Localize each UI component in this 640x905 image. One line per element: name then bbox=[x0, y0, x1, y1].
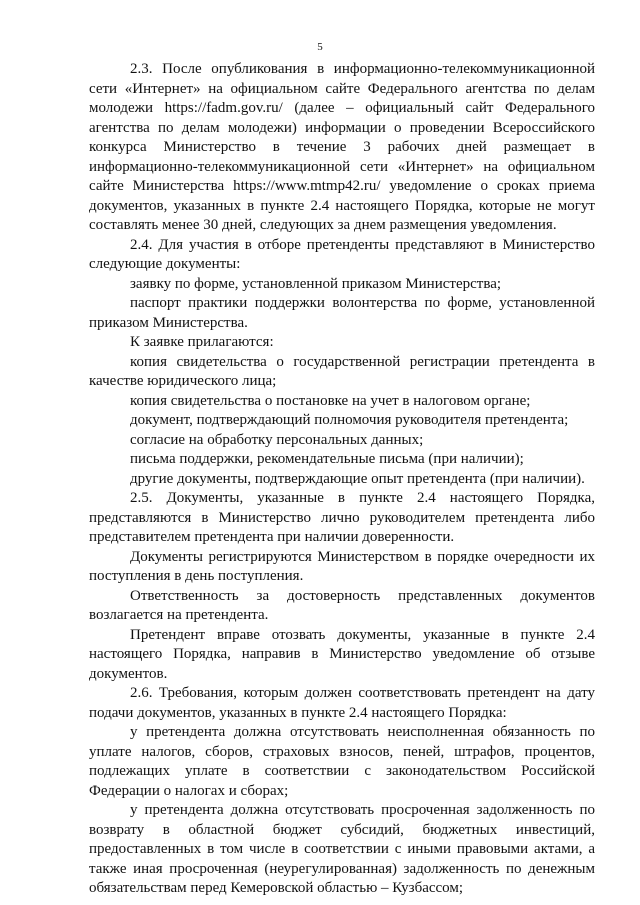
paragraph-2-3: 2.3. После опубликования в информационно-телекоммуникационной сети «Интернет» на официальном сайте Федерального агентства по делам молодежи https://fadm.gov.ru/ (далее – официальный сайт Федерального агентства по делам молодежи) информации о проведении Всероссийского конкурса Министерство в течение 3 рабочих дней размещает в информационно-телекоммуникационной сети «Интернет» на официальном сайте Министерства https://www.mtmp42.ru/ уведомление о сроках приема документов, указанных в пункте 2.4 настоящего Порядка, которые не могут составлять менее 30 дней, следующих за днем размещения уведомления. bbox=[89, 61, 595, 233]
document-body bbox=[89, 60, 595, 899]
requirement-no-overdue-debt: у претендента должна отсутствовать просроченная задолженность по возврату в областной бюджет субсидий, бюджетных инвестиций, предоставленных в том числе в соответствии с иными правовыми актами, а также иная просроченная (неурегулированная) задолженность по денежным обязательствам перед Кемеровской областью – Кузбассом; bbox=[89, 802, 595, 896]
paragraph-2-5: 2.5. Документы, указанные в пункте 2.4 настоящего Порядка, представляются в Министерство лично руководителем претендента либо представителем претендента при наличии доверенности. bbox=[89, 490, 595, 545]
list-item-application: заявку по форме, установленной приказом Министерства; bbox=[130, 275, 502, 292]
paragraph-2-4: 2.4. Для участия в отборе претенденты представляют в Министерство следующие документы: bbox=[89, 236, 595, 272]
requirement-no-tax-debt: у претендента должна отсутствовать неисполненная обязанность по уплате налогов, сборов, страховых взносов, пеней, штрафов, процентов, подлежащих уплате в соответствии с законодательством Российской Федерации о налогах и сборах; bbox=[89, 724, 595, 799]
list-item-practice-passport: паспорт практики поддержки волонтерства по форме, установленной приказом Министерства. bbox=[89, 295, 595, 331]
list-item-registration-certificate: копия свидетельства о государственной регистрации претендента в качестве юридического лица; bbox=[89, 353, 595, 389]
list-item-support-letters: письма поддержки, рекомендательные письма (при наличии); bbox=[130, 451, 524, 467]
page-number: 5 bbox=[317, 41, 323, 53]
attachments-heading: К заявке прилагаются: bbox=[130, 334, 274, 350]
list-item-tax-certificate: копия свидетельства о постановке на учет в налоговом органе; bbox=[130, 392, 531, 409]
list-item-authority-document: документ, подтверждающий полномочия руководителя претендента; bbox=[130, 412, 569, 428]
paragraph-responsibility: Ответственность за достоверность представленных документов возлагается на претендента. bbox=[89, 587, 595, 623]
paragraph-2-6: 2.6. Требования, которым должен соответствовать претендент на дату подачи документов, указанных в пункте 2.4 настоящего Порядка: bbox=[89, 685, 595, 721]
list-item-experience-documents: другие документы, подтверждающие опыт претендента (при наличии). bbox=[130, 470, 585, 487]
list-item-personal-data-consent: согласие на обработку персональных данных; bbox=[130, 431, 424, 448]
paragraph-registration-order: Документы регистрируются Министерством в порядке очередности их поступления в день поступления. bbox=[89, 548, 595, 584]
paragraph-withdrawal: Претендент вправе отозвать документы, указанные в пункте 2.4 настоящего Порядка, направив в Министерство уведомление об отзыве документов. bbox=[89, 626, 595, 682]
